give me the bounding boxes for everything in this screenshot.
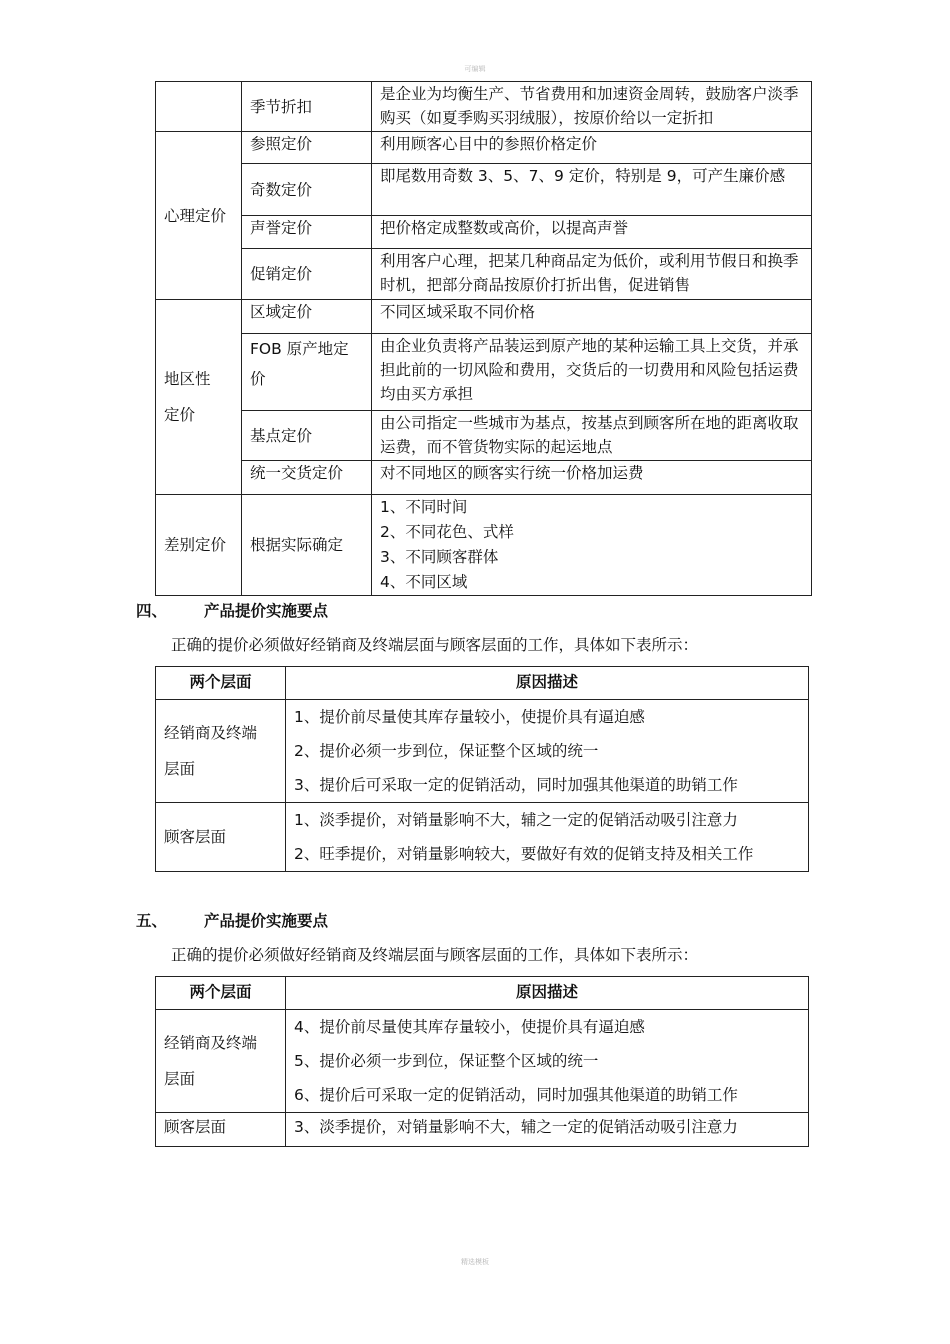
description-cell: 是企业为均衡生产、节省费用和加速资金周转，鼓励客户淡季购买（如夏季购买羽绒服），按原价给以一定折扣 bbox=[372, 82, 812, 132]
list-item: 4、不同区域 bbox=[380, 573, 468, 591]
description-cell: 由公司指定一些城市为基点，按基点到顾客所在地的距离收取运费，而不管货物实际的起运地点 bbox=[372, 411, 812, 461]
description-cell: 由企业负责将产品装运到原产地的某种运输工具上交货，并承担此前的一切风险和费用，交货后的一切费用和风险包括运费均由买方承担 bbox=[372, 334, 812, 411]
list-item: 3、不同顾客群体 bbox=[380, 548, 499, 566]
price-increase-table bbox=[155, 666, 809, 872]
section-intro: 正确的提价必须做好经销商及终端层面与顾客层面的工作，具体如下表所示： bbox=[171, 946, 699, 964]
list-item: 2、不同花色、式样 bbox=[380, 523, 514, 541]
label-line: 层面 bbox=[164, 1070, 196, 1088]
table-header-row bbox=[156, 667, 809, 700]
table-row bbox=[156, 216, 812, 249]
description-cell: 对不同地区的顾客实行统一价格加运费 bbox=[372, 461, 812, 495]
list-item: 1、提价前尽量使其库存量较小，使提价具有逼迫感 bbox=[294, 708, 645, 726]
section-heading bbox=[136, 909, 328, 931]
category-cell bbox=[156, 300, 242, 495]
label-line: 层面 bbox=[164, 760, 196, 778]
footer-watermark: 精选模板 bbox=[461, 1258, 489, 1266]
method-cell: 区域定价 bbox=[242, 300, 372, 334]
method-cell: 奇数定价 bbox=[242, 164, 372, 216]
list-item: 4、提价前尽量使其库存量较小，使提价具有逼迫感 bbox=[294, 1018, 645, 1036]
layer-label: 顾客层面 bbox=[156, 803, 286, 872]
table-row bbox=[156, 411, 812, 461]
description-cell: 不同区域采取不同价格 bbox=[372, 300, 812, 334]
method-cell: 基点定价 bbox=[242, 411, 372, 461]
layer-label bbox=[156, 700, 286, 803]
category-cell: 差别定价 bbox=[156, 495, 242, 596]
list-item: 6、提价后可采取一定的促销活动，同时加强其他渠道的助销工作 bbox=[294, 1086, 738, 1104]
layer-label bbox=[156, 1010, 286, 1113]
table-row bbox=[156, 82, 812, 132]
column-header: 两个层面 bbox=[156, 667, 286, 700]
method-cell: 声誉定价 bbox=[242, 216, 372, 249]
section-number: 四、 bbox=[136, 602, 168, 620]
list-item: 2、提价必须一步到位，保证整个区域的统一 bbox=[294, 742, 599, 760]
table-row bbox=[156, 700, 809, 803]
category-cell: 心理定价 bbox=[156, 132, 242, 300]
table-row bbox=[156, 1113, 809, 1147]
table-header-row bbox=[156, 977, 809, 1010]
list-item: 1、淡季提价，对销量影响不大，辅之一定的促销活动吸引注意力 bbox=[294, 811, 738, 829]
section-number: 五、 bbox=[136, 912, 168, 930]
table-row bbox=[156, 300, 812, 334]
reason-cell bbox=[286, 700, 809, 803]
list-item: 3、提价后可采取一定的促销活动，同时加强其他渠道的助销工作 bbox=[294, 776, 738, 794]
method-cell: 促销定价 bbox=[242, 249, 372, 300]
list-item: 2、旺季提价，对销量影响较大，要做好有效的促销支持及相关工作 bbox=[294, 845, 754, 863]
table-row bbox=[156, 461, 812, 495]
price-increase-table-2 bbox=[155, 976, 809, 1147]
section-intro: 正确的提价必须做好经销商及终端层面与顾客层面的工作，具体如下表所示： bbox=[171, 636, 699, 654]
category-cell-empty bbox=[156, 82, 242, 132]
reason-cell bbox=[286, 1010, 809, 1113]
label-line: 经销商及终端 bbox=[164, 724, 258, 742]
section-title: 产品提价实施要点 bbox=[204, 912, 329, 930]
table-row bbox=[156, 164, 812, 216]
method-cell: 统一交货定价 bbox=[242, 461, 372, 495]
method-cell: 季节折扣 bbox=[242, 82, 372, 132]
table-row bbox=[156, 334, 812, 411]
reason-cell bbox=[286, 1113, 809, 1147]
category-line: 定价 bbox=[164, 406, 196, 424]
list-item: 1、不同时间 bbox=[380, 498, 468, 516]
description-cell: 把价格定成整数或高价，以提高声誉 bbox=[372, 216, 812, 249]
table-row bbox=[156, 132, 812, 164]
description-cell: 利用客户心理，把某几种商品定为低价，或利用节假日和换季时机，把部分商品按原价打折出售，促进销售 bbox=[372, 249, 812, 300]
table-row bbox=[156, 495, 812, 596]
column-header: 原因描述 bbox=[286, 977, 809, 1010]
description-cell: 利用顾客心目中的参照价格定价 bbox=[372, 132, 812, 164]
method-cell: 根据实际确定 bbox=[242, 495, 372, 596]
description-cell: 即尾数用奇数 3、5、7、9 定价，特别是 9，可产生廉价感 bbox=[372, 164, 812, 216]
header-watermark: 可编辑 bbox=[464, 65, 486, 73]
pricing-methods-table bbox=[155, 81, 812, 596]
list-item: 3、淡季提价，对销量影响不大，辅之一定的促销活动吸引注意力 bbox=[294, 1118, 738, 1136]
column-header: 原因描述 bbox=[286, 667, 809, 700]
layer-label: 顾客层面 bbox=[156, 1113, 286, 1147]
description-list-cell bbox=[372, 495, 812, 596]
category-line: 地区性 bbox=[164, 370, 211, 388]
method-cell: FOB 原产地定价 bbox=[242, 334, 372, 411]
table-row bbox=[156, 803, 809, 872]
section-title: 产品提价实施要点 bbox=[204, 602, 329, 620]
section-heading bbox=[136, 599, 328, 621]
table-row bbox=[156, 249, 812, 300]
reason-cell bbox=[286, 803, 809, 872]
table-row bbox=[156, 1010, 809, 1113]
label-line: 经销商及终端 bbox=[164, 1034, 258, 1052]
list-item: 5、提价必须一步到位，保证整个区域的统一 bbox=[294, 1052, 599, 1070]
column-header: 两个层面 bbox=[156, 977, 286, 1010]
method-cell: 参照定价 bbox=[242, 132, 372, 164]
